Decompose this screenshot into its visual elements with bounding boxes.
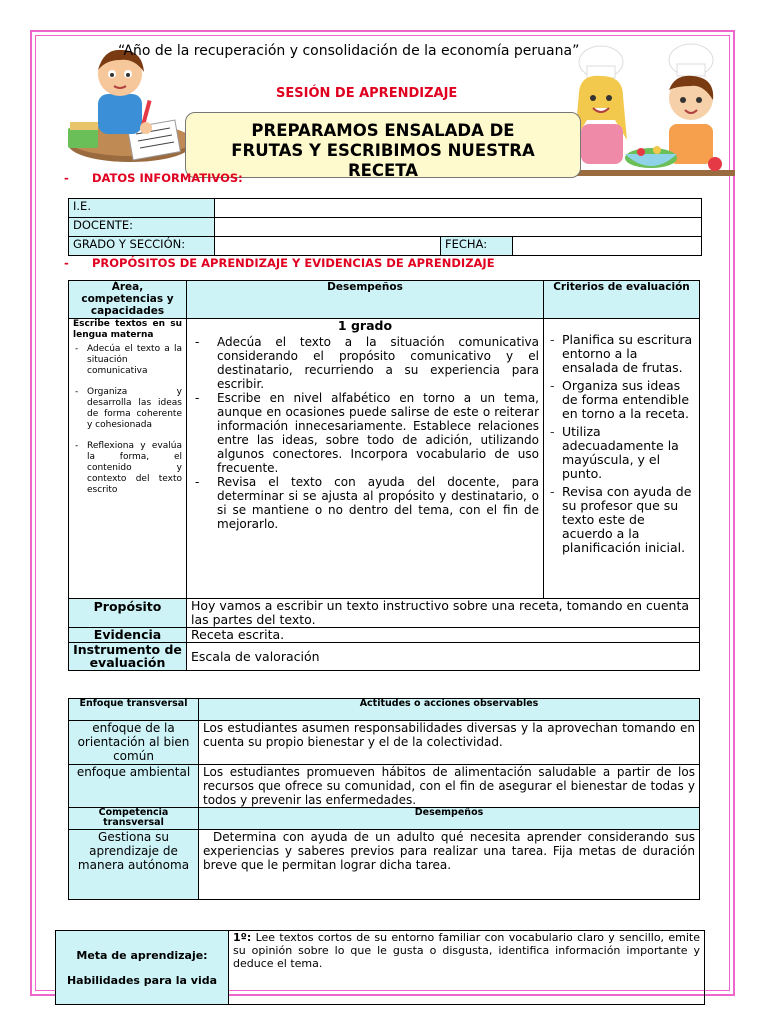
instrumento-label: Instrumento de evaluación [69, 643, 187, 671]
meta-label: Meta de aprendizaje: [76, 948, 208, 962]
col-criterios-header: Criterios de evaluación [544, 281, 700, 319]
meta-label-cell [56, 931, 229, 1005]
evidencia-text: Receta escrita. [187, 628, 700, 643]
year-motto: “Año de la recuperación y consolidación de la economía peruana” [118, 43, 580, 59]
enfoques-table [68, 698, 700, 900]
competencia-transversal-name: Gestiona su aprendizaje de manera autónoma [69, 830, 199, 900]
meta-text-cell [229, 931, 705, 1005]
competencia-cell [69, 319, 187, 599]
criterios-cell [544, 319, 700, 599]
datos-heading-text: DATOS INFORMATIVOS: [92, 171, 243, 185]
proposito-text: Hoy vamos a escribir un texto instructivo sobre una receta, tomando en cuenta las partes del texto. [187, 599, 700, 628]
col-enfoque-header: Enfoque transversal [69, 699, 199, 721]
datos-heading [64, 171, 243, 185]
boy-writing-illustration [60, 44, 192, 166]
lesson-title-line-3: RECETA [347, 161, 419, 178]
desempenos-cell [187, 319, 544, 599]
col-competencia-header: Competencia transversal [69, 808, 199, 830]
docente-value[interactable] [215, 218, 702, 237]
col-desempenos-header: Desempeños [187, 281, 544, 319]
fecha-label: FECHA: [441, 237, 513, 256]
instrumento-text: Escala de valoración [187, 643, 700, 671]
desempenos-list [191, 335, 539, 531]
propositos-dash: - [64, 256, 69, 270]
proposito-label: Propósito [69, 599, 187, 628]
grado-title: 1 grado [337, 318, 393, 333]
lesson-title-box [185, 112, 581, 178]
lesson-title-line-2: FRUTAS Y ESCRIBIMOS NUESTRA [231, 141, 535, 160]
enfoque-text: Los estudiantes asumen responsabilidades diversas y la aprovechan tomando en cuenta su propio bienestar y el de la colectividad. [199, 721, 700, 765]
girls-cooking-salad-illustration [565, 40, 735, 180]
datos-dash: - [64, 171, 69, 185]
criterio-item: - Utiliza adecuadamente la mayúscula, y el punto. [548, 425, 695, 481]
propositos-heading [64, 256, 495, 270]
desempeno-item: - Escribe en nivel alfabético en torno a un tema, aunque en ocasiones puede salirse de este o reiterar información innecesariamente. Establece relaciones entre las ideas, sobre todo de adición, utilizando algunos conectores. Incorpora vocabulario de uso frecuente. [191, 391, 539, 475]
meta-number: 1º: [233, 931, 252, 944]
meta-table [55, 930, 705, 1005]
meta-text: Lee textos cortos de su entorno familiar con vocabulario claro y sencillo, emite su opinión sobre lo que le gusta o disgusta, identifica información importante y deduce el tema. [233, 931, 700, 970]
lesson-title-line-1: PREPARAMOS ENSALADA DE [251, 121, 515, 140]
enfoque-name: enfoque de la orientación al bien común [69, 721, 199, 765]
enfoque-name: enfoque ambiental [69, 765, 199, 808]
col-actitudes-header: Actitudes o acciones observables [199, 699, 700, 721]
capacidad-item: - Adecúa el texto a la situación comunicativa [73, 344, 182, 377]
docente-label: DOCENTE: [69, 218, 215, 237]
criterio-item: - Organiza sus ideas de forma entendible en torno a la receta. [548, 379, 695, 421]
criterio-item: - Planifica su escritura entorno a la ensalada de frutas. [548, 333, 695, 375]
criterios-list [548, 333, 695, 555]
evidencia-label: Evidencia [69, 628, 187, 643]
capacidad-item: - Reflexiona y evalúa la forma, el contenido y contexto del texto escrito [73, 441, 182, 496]
competencia-transversal-text: Determina con ayuda de un adulto qué necesita aprender considerando sus experiencias y saberes previos para realizar una tarea. Fija metas de duración breve que le permitan lograr dicha tarea. [199, 830, 700, 900]
competencia-name: Escribe textos en su lengua materna [73, 319, 182, 340]
ie-label: I.E. [69, 199, 215, 218]
grado-value[interactable] [215, 237, 441, 256]
col-desempenos-transversal-header: Desempeños [199, 808, 700, 830]
capacidad-item: - Organiza y desarrolla las ideas de forma coherente y cohesionada [73, 387, 182, 431]
propositos-heading-text: PROPÓSITOS DE APRENDIZAJE Y EVIDENCIAS DE APRENDIZAJE [92, 256, 495, 270]
col-area-header: Área, competencias y capacidades [69, 281, 187, 319]
grado-label: GRADO Y SECCIÓN: [69, 237, 215, 256]
propositos-table [68, 280, 700, 671]
desempeno-item: - Revisa el texto con ayuda del docente, para determinar si se ajusta al propósito y destinatario, o si se mantiene o no dentro del tema, con el fin de mejorarlo. [191, 475, 539, 531]
session-title: SESIÓN DE APRENDIZAJE [276, 86, 458, 101]
enfoque-text: Los estudiantes promueven hábitos de alimentación saludable a partir de los recursos que ofrece su comunidad, con el fin de asegurar el bienestar de todas y todos y prevenir las enfermedades. [199, 765, 700, 808]
capacidades-list [73, 344, 182, 496]
ie-value[interactable] [215, 199, 702, 218]
datos-table [68, 198, 702, 256]
habilidades-label: Habilidades para la vida [66, 973, 218, 987]
desempeno-item: - Adecúa el texto a la situación comunicativa considerando el propósito comunicativo y el destinatario, recurriendo a su experiencia para escribir. [191, 335, 539, 391]
fecha-value[interactable] [513, 237, 702, 256]
criterio-item: - Revisa con ayuda de su profesor que su texto este de acuerdo a la planificación inicial. [548, 485, 695, 555]
